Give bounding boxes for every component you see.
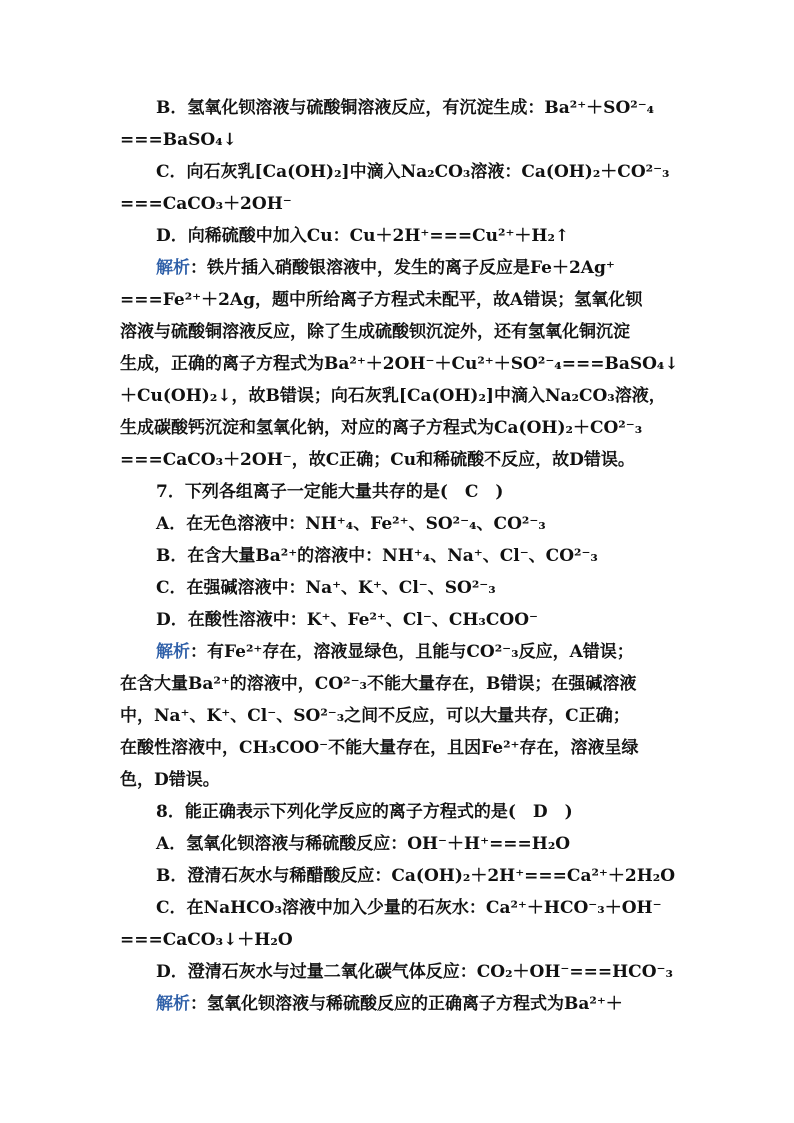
text-line [120, 540, 680, 572]
line-text: 7．下列各组离子一定能大量共存的是( C ) [156, 482, 504, 502]
analysis-label: 解析 [156, 642, 190, 662]
line-text: ===CaCO₃＋2OH⁻ [120, 194, 292, 214]
text-line [120, 956, 680, 988]
text-line [120, 348, 680, 380]
text-line [120, 476, 680, 508]
line-text: 在含大量Ba²⁺的溶液中，CO²⁻₃不能大量存在，B错误；在强碱溶液 [120, 674, 637, 694]
line-text: 中，Na⁺、K⁺、Cl⁻、SO²⁻₃之间不反应，可以大量共存，C正确； [120, 706, 630, 726]
text-line [120, 284, 680, 316]
line-text: ：氢氧化钡溶液与稀硫酸反应的正确离子方程式为Ba²⁺＋ [190, 994, 623, 1014]
line-text: B．澄清石灰水与稀醋酸反应：Ca(OH)₂＋2H⁺===Ca²⁺＋2H₂O [156, 866, 676, 886]
text-line [120, 892, 680, 924]
line-text: C．在强碱溶液中：Na⁺、K⁺、Cl⁻、SO²⁻₃ [156, 578, 496, 598]
text-line [120, 700, 680, 732]
line-text: A．在无色溶液中：NH⁺₄、Fe²⁺、SO²⁻₄、CO²⁻₃ [156, 514, 546, 534]
line-text: 生成碳酸钙沉淀和氢氧化钠，对应的离子方程式为Ca(OH)₂＋CO²⁻₃ [120, 418, 643, 438]
line-text: ===CaCO₃↓＋H₂O [120, 930, 293, 950]
text-line [120, 668, 680, 700]
text-line [120, 124, 680, 156]
text-line [120, 220, 680, 252]
line-text: ：有Fe²⁺存在，溶液显绿色，且能与CO²⁻₃反应，A错误； [190, 642, 634, 662]
line-text: 8．能正确表示下列化学反应的离子方程式的是( D ) [156, 802, 573, 822]
line-text: 在酸性溶液中，CH₃COO⁻不能大量存在，且因Fe²⁺存在，溶液呈绿 [120, 738, 639, 758]
document-body [120, 92, 680, 1020]
line-text: ===BaSO₄↓ [120, 130, 237, 150]
line-text: C．向石灰乳[Ca(OH)₂]中滴入Na₂CO₃溶液：Ca(OH)₂＋CO²⁻₃ [156, 162, 670, 182]
text-line [120, 796, 680, 828]
analysis-label: 解析 [156, 258, 190, 278]
text-line [120, 508, 680, 540]
text-line [120, 828, 680, 860]
text-line [120, 988, 680, 1020]
line-text: A．氢氧化钡溶液与稀硫酸反应：OH⁻＋H⁺===H₂O [156, 834, 571, 854]
line-text: ===CaCO₃＋2OH⁻，故C正确；Cu和稀硫酸不反应，故D错误。 [120, 450, 635, 470]
text-line [120, 572, 680, 604]
line-text: D．在酸性溶液中：K⁺、Fe²⁺、Cl⁻、CH₃COO⁻ [156, 610, 538, 630]
line-text: C．在NaHCO₃溶液中加入少量的石灰水：Ca²⁺＋HCO⁻₃＋OH⁻ [156, 898, 662, 918]
text-line [120, 860, 680, 892]
text-line [120, 156, 680, 188]
text-line [120, 92, 680, 124]
line-text: 溶液与硫酸铜溶液反应，除了生成硫酸钡沉淀外，还有氢氧化铜沉淀 [120, 322, 630, 342]
text-line [120, 316, 680, 348]
line-text: D．澄清石灰水与过量二氧化碳气体反应：CO₂＋OH⁻===HCO⁻₃ [156, 962, 673, 982]
line-text: B．氢氧化钡溶液与硫酸铜溶液反应，有沉淀生成：Ba²⁺＋SO²⁻₄ [156, 98, 655, 118]
analysis-label: 解析 [156, 994, 190, 1014]
text-line [120, 764, 680, 796]
text-line [120, 188, 680, 220]
line-text: 生成，正确的离子方程式为Ba²⁺＋2OH⁻＋Cu²⁺＋SO²⁻₄===BaSO₄↓ [120, 354, 679, 374]
text-line [120, 380, 680, 412]
text-line [120, 412, 680, 444]
text-line [120, 604, 680, 636]
line-text: D．向稀硫酸中加入Cu：Cu＋2H⁺===Cu²⁺＋H₂↑ [156, 226, 570, 246]
line-text: B．在含大量Ba²⁺的溶液中：NH⁺₄、Na⁺、Cl⁻、CO²⁻₃ [156, 546, 598, 566]
text-line [120, 444, 680, 476]
text-line [120, 732, 680, 764]
line-text: 色，D错误。 [120, 770, 220, 790]
text-line [120, 252, 680, 284]
line-text: ：铁片插入硝酸银溶液中，发生的离子反应是Fe＋2Ag⁺ [190, 258, 615, 278]
line-text: ===Fe²⁺＋2Ag，题中所给离子方程式未配平，故A错误；氢氧化钡 [120, 290, 643, 310]
line-text: ＋Cu(OH)₂↓，故B错误；向石灰乳[Ca(OH)₂]中滴入Na₂CO₃溶液， [120, 386, 666, 406]
text-line [120, 924, 680, 956]
text-line [120, 636, 680, 668]
